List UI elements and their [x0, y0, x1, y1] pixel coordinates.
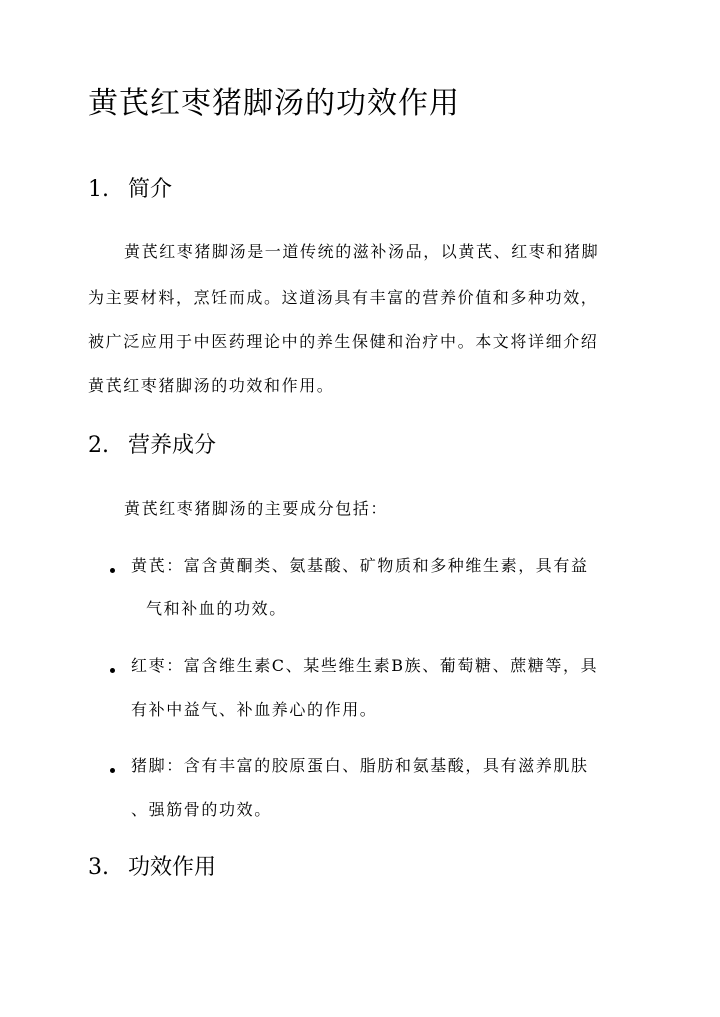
section-title: 简介 — [128, 177, 173, 202]
list-item-line: 、强筋骨的功效。 — [131, 800, 272, 819]
paragraph-line: 被广泛应用于中医药理论中的养生保健和治疗中。本文将详细介绍 — [88, 332, 599, 351]
section-number: 3. — [88, 855, 109, 880]
section-number: 1. — [88, 177, 109, 202]
list-item-line: 猪脚：含有丰富的胶原蛋白、脂肪和氨基酸，具有滋养肌肤 — [131, 756, 589, 775]
paragraph-intro: 黄芪红枣猪脚汤的主要成分包括： — [124, 499, 389, 518]
section-title: 功效作用 — [128, 855, 217, 880]
bullet-dot-icon — [110, 568, 115, 573]
section-heading-intro — [88, 174, 172, 206]
bullet-dot-icon — [110, 668, 115, 673]
list-item-line: 有补中益气、补血养心的作用。 — [131, 700, 378, 719]
list-item-line: 气和补血的功效。 — [146, 599, 287, 618]
section-heading-effects — [88, 852, 216, 884]
list-item-line: 红枣：富含维生素C、某些维生素B族、葡萄糖、蔗糖等，具 — [131, 656, 599, 675]
section-number: 2. — [88, 433, 109, 458]
paragraph-line: 为主要材料，烹饪而成。这道汤具有丰富的营养价值和多种功效， — [88, 288, 599, 307]
paragraph-line: 黄芪红枣猪脚汤是一道传统的滋补汤品，以黄芪、红枣和猪脚 — [124, 242, 600, 261]
section-title: 营养成分 — [128, 433, 217, 458]
section-heading-nutrition — [88, 430, 216, 462]
list-item-line: 黄芪：富含黄酮类、氨基酸、矿物质和多种维生素，具有益 — [131, 556, 589, 575]
page-title: 黄芪红枣猪脚汤的功效作用 — [88, 86, 460, 121]
bullet-dot-icon — [110, 768, 115, 773]
paragraph-line: 黄芪红枣猪脚汤的功效和作用。 — [88, 376, 335, 395]
